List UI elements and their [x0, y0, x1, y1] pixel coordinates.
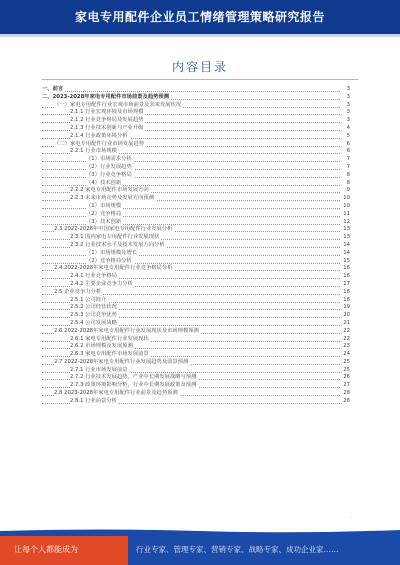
toc-entry-text: 2.6 2022-2028年家电专用配件行业发展现状及市场规模预测	[54, 327, 199, 334]
toc-entry[interactable]	[42, 172, 350, 180]
toc-entry[interactable]	[42, 273, 350, 281]
toc-entry[interactable]	[42, 312, 350, 320]
toc-leader-dots	[42, 91, 340, 92]
toc-entry-page: 17	[343, 280, 350, 287]
toc-entry-page: 13	[343, 226, 350, 233]
toc-entry-text: （3）行业竞争格局	[86, 171, 132, 178]
toc-entry[interactable]	[42, 133, 350, 141]
toc-entry-page: 3	[346, 93, 350, 100]
toc-entry[interactable]	[42, 234, 350, 242]
toc-entry[interactable]	[42, 156, 350, 164]
toc-entry-page: 5	[346, 132, 350, 139]
footer-wave	[0, 528, 400, 536]
toc-entry-page: 9	[346, 187, 350, 194]
toc-entry-text: 2.7 2022-2028年家电专用配件行业发展趋势及前景预测	[54, 358, 189, 365]
toc-entry[interactable]	[42, 211, 350, 219]
report-title: 家电专用配件企业员工情绪管理策略研究报告	[74, 10, 325, 24]
footer-slogan: 让每个人都能成为	[14, 545, 78, 554]
toc-entry-text: 2.3 2022-2028年中国家电专用配件行业发展分析	[54, 226, 173, 233]
toc-entry-page: 16	[343, 265, 350, 272]
toc-entry-page: 3	[346, 117, 350, 124]
toc-entry-page: 28	[343, 397, 350, 404]
toc-entry-page: 8	[346, 179, 350, 186]
toc-entry-text: （2）行业发展趋势	[86, 163, 132, 170]
toc-entry-page: 25	[343, 358, 350, 365]
toc-entry-text: 2.4.2 主要企业竞争力分析	[70, 280, 133, 287]
toc-entry-text: 2.1.2 行业竞争格局及发展趋势	[70, 117, 144, 124]
toc-entry[interactable]	[42, 343, 350, 351]
toc-entry-text: 2.6.1 家电专用配件行业发展现状	[70, 335, 149, 342]
toc-entry[interactable]	[42, 289, 350, 297]
toc-entry[interactable]	[42, 242, 350, 250]
toc-entry-page: 22	[343, 335, 350, 342]
footer-slogan-block	[0, 536, 128, 565]
toc-entry-page: 6	[346, 140, 350, 147]
toc-entry-text: 2.6.2 市场规模及发展预测	[70, 343, 133, 350]
toc-entry-text: 2.5.3 公司竞争优势	[70, 312, 117, 319]
toc-entry[interactable]	[42, 382, 350, 390]
toc-entry-page: 13	[343, 234, 350, 241]
toc-entry-page: 7	[346, 163, 350, 170]
toc-entry-page: 21	[343, 319, 350, 326]
toc-entry-text: 2.8.1 行业前景分析	[70, 397, 117, 404]
page-marker: ·	[350, 515, 352, 520]
toc-entry[interactable]	[42, 148, 350, 156]
toc-entry-text: （1）市场规模及增长	[86, 249, 138, 256]
toc-entry-page: 15	[343, 257, 350, 264]
toc-entry-text: （2）竞争格局	[86, 210, 122, 217]
toc-entry[interactable]	[42, 281, 350, 289]
toc-entry-page: 26	[343, 374, 350, 381]
toc-entry-page: 4	[346, 124, 350, 131]
toc-entry[interactable]	[42, 320, 350, 328]
toc-heading-rule	[42, 79, 358, 80]
toc-entry-text: （2）竞争格局分析	[86, 257, 132, 264]
toc-entry[interactable]	[42, 359, 350, 367]
toc-entry-text: 2.1.1 行业宏观环境及市场规模	[70, 109, 144, 116]
toc-entry[interactable]	[42, 265, 350, 273]
toc-entry[interactable]	[42, 117, 350, 125]
toc-entry[interactable]	[42, 195, 350, 203]
toc-entry[interactable]	[42, 250, 350, 258]
toc-entry-page: 3	[346, 101, 350, 108]
toc-entry-page: 3	[346, 109, 350, 116]
toc-entry-page: 24	[343, 351, 350, 358]
toc-entry-text: 2.5.1 公司简介	[70, 296, 107, 303]
toc-entry-text: 2.6.3 家电专用配件市场发展前景	[70, 351, 149, 358]
header-divider	[0, 34, 400, 37]
toc-entry-text: 2.7.1 行业市场发展前景	[70, 366, 128, 373]
toc-entry-page: 28	[343, 390, 350, 397]
report-header	[0, 0, 400, 34]
toc-entry-page: 19	[343, 304, 350, 311]
toc-entry-text: 2.1.3 行业技术创新与产业升级	[70, 124, 144, 131]
toc-entry-text: （二）家电专用配件行业市场发展趋势	[54, 140, 145, 147]
toc-entry-page: 16	[343, 273, 350, 280]
toc-entry[interactable]	[42, 86, 350, 94]
toc-entry-page: 20	[343, 312, 350, 319]
toc-entry-text: 2.5.2 公司经营状况	[70, 304, 117, 311]
toc-entry-page: 3	[346, 86, 350, 92]
toc-entry-page: 10	[343, 195, 350, 202]
toc-entry-page: 18	[343, 296, 350, 303]
toc-entry-text: 2.7.3 政策环境影响分析，行业中长期发展政策及预测	[70, 382, 197, 389]
toc-entry-page: 22	[343, 327, 350, 334]
toc-entry-page: 12	[343, 218, 350, 225]
toc-entry-text: 2.2.1 行业市场规模	[70, 148, 117, 155]
toc-entry[interactable]	[42, 94, 350, 102]
toc-heading: 内容目录	[171, 60, 228, 74]
toc-entry-text: （4）技术创新	[86, 179, 122, 186]
toc-entry[interactable]	[42, 226, 350, 234]
toc-entry-text: 2.2.2 家电专用配件市场发展方向	[70, 187, 149, 194]
toc-entry-page: 11	[343, 210, 350, 217]
toc-entry-text: （1）市场需求分析	[86, 156, 132, 163]
toc-entry-text: 一、前言	[42, 86, 64, 92]
toc-entry-page: 14	[343, 249, 350, 256]
toc-entry[interactable]	[42, 328, 350, 336]
toc-entry-text: （1）市场规模	[86, 202, 122, 209]
toc-entry[interactable]	[42, 351, 350, 359]
toc-entry[interactable]	[42, 304, 350, 312]
toc-entry-page: 27	[343, 382, 350, 389]
toc-entry[interactable]	[42, 390, 350, 398]
toc-entry-page: 18	[343, 288, 350, 295]
toc-entry-page: 10	[343, 202, 350, 209]
toc-entry[interactable]	[42, 125, 350, 133]
toc-entry-text: 2.3.2 行业技术水平及技术发展方向分析	[70, 241, 165, 248]
toc-entry-text: （一）家电专用配件行业宏观市场前景及未来发展状况	[54, 101, 182, 108]
toc-entry-page: 25	[343, 366, 350, 373]
toc-entry[interactable]	[42, 398, 350, 406]
toc-entry-text: 2.3.1 国内家电专用配件行业发展现状	[70, 234, 160, 241]
toc-entry[interactable]	[42, 203, 350, 211]
table-of-contents	[42, 86, 350, 406]
toc-entry-text: 2.5.4 公司发展战略	[70, 319, 117, 326]
toc-entry-text: 2.7.2 行业技术发展趋势，产业中长期发展战略与预测	[70, 374, 197, 381]
toc-entry-text: 2.4.1 行业竞争格局	[70, 273, 117, 280]
toc-entry[interactable]	[42, 164, 350, 172]
footer-banner	[0, 536, 400, 565]
toc-entry-text: 2.1.4 行业政策环境分析	[70, 132, 128, 139]
footer-tagline: 行业专家、管理专家、营销专家、战略专家、成功企业家……	[136, 545, 339, 554]
toc-entry-page: 23	[343, 343, 350, 350]
toc-entry-page: 6	[346, 148, 350, 155]
toc-entry-text: 2.8 2023-2028年家电专用配件行业前景及趋势预测	[54, 390, 178, 397]
toc-entry-text: 2.5 企业竞争力分析	[54, 288, 102, 295]
toc-entry[interactable]	[42, 187, 350, 195]
toc-entry-text: 二、2023-2028年家电专用配件市场前景及趋势预测	[42, 93, 170, 100]
toc-entry-page: 8	[346, 171, 350, 178]
toc-entry-page: 7	[346, 156, 350, 163]
toc-entry-text: 2.2.3 未来市场走势及发展方向预测	[70, 195, 155, 202]
toc-entry-page: 14	[343, 241, 350, 248]
toc-entry-text: （3）技术创新	[86, 218, 122, 225]
toc-entry-text: 2.4 2022-2028年家电专用配件行业竞争格局分析	[54, 265, 173, 272]
